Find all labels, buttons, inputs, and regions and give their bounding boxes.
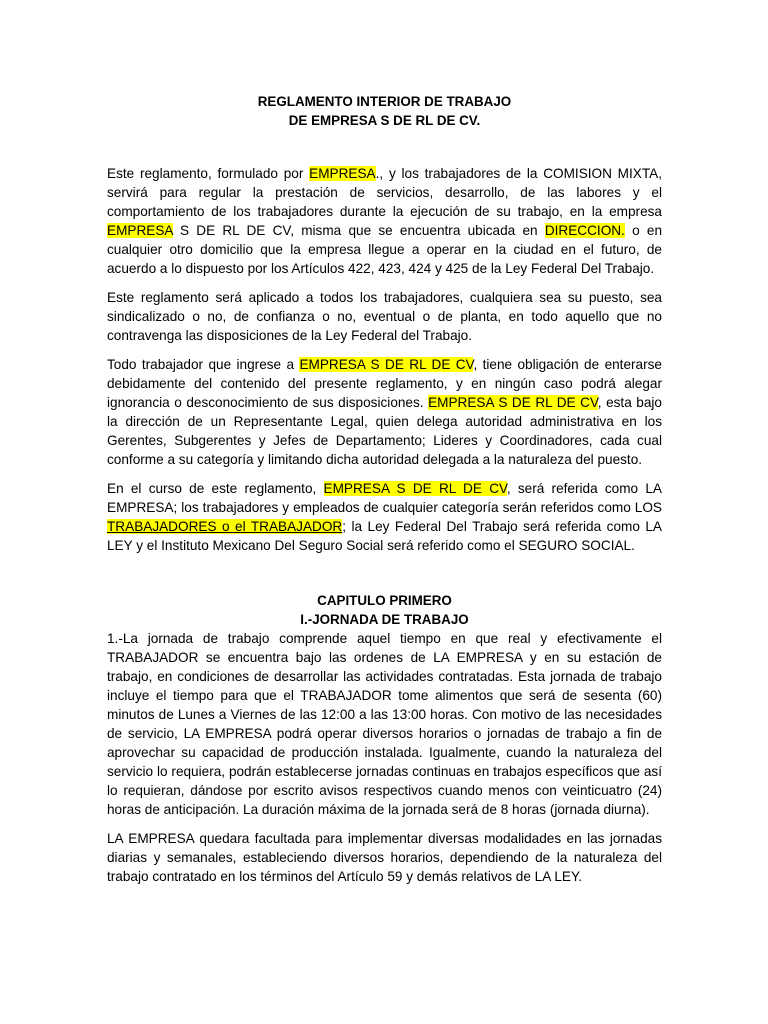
highlight-direccion: DIRECCION. [544, 223, 625, 238]
document-title-line1: REGLAMENTO INTERIOR DE TRABAJO [257, 94, 512, 109]
section-title: I.-JORNADA DE TRABAJO [300, 612, 469, 627]
highlight-empresa-sdrl-2: EMPRESA S DE RL DE CV [428, 395, 598, 410]
paragraph-scope: Este reglamento será aplicado a todos los trabajadores, cualquiera sea su puesto, sea sindicalizado o no, de confianza o no, eventual o de planta, en todo aquello que no contravenga las disposiciones de la Ley Federal del Trabajo. [107, 290, 662, 343]
paragraph-definitions-text-2: , será referida como LA EMPRESA; los trabajadores y empleados de cualquier categoría serán referidos como LOS [107, 481, 662, 515]
paragraph-obligation-text-3: , esta bajo la dirección de un Representante Legal, quien delega autoridad administrativa en los Gerentes, Subgerentes y Jefes de Departamento; Lideres y Coordinadores, cada cual conforme a su categoría y limitando dicha autoridad delegada a la naturaleza del puesto. [107, 395, 662, 467]
paragraph-intro [107, 164, 662, 278]
highlight-trabajadores: TRABAJADORES o el TRABAJADOR [107, 519, 343, 534]
paragraph-obligation-text-1: Todo trabajador que ingrese a [107, 357, 300, 372]
highlight-empresa-sdrl-3: EMPRESA S DE RL DE CV [323, 481, 507, 496]
paragraph-intro-text-2: ., y los trabajadores de la COMISION MIXTA, servirá para regular la prestación de servicios, desarrollo, de las labores y el comportamiento de los trabajadores durante la ejecución de su trabajo, en la empresa [107, 166, 662, 219]
highlight-empresa-2: EMPRESA [107, 223, 173, 238]
paragraph-obligation-text-2: , tiene obligación de enterarse debidamente del contenido del presente reglamento, y en ningún caso podrá alegar ignorancia o desconocimiento de sus disposiciones. [107, 357, 662, 410]
paragraph-modalidades: LA EMPRESA quedara facultada para implementar diversas modalidades en las jornadas diarias y semanales, estableciendo diversos horarios, dependiendo de la naturaleza del trabajo contratado en los términos del Artículo 59 y demás relativos de LA LEY. [107, 831, 662, 884]
paragraph-intro-text-3: S DE RL DE CV, misma que se encuentra ubicada en [172, 223, 545, 238]
highlight-empresa-sdrl: EMPRESA S DE RL DE CV [299, 357, 474, 372]
document-title-line2: DE EMPRESA S DE RL DE CV. [288, 113, 481, 128]
paragraph-jornada: 1.-La jornada de trabajo comprende aquel tiempo en que real y efectivamente el TRABAJADOR se encuentra bajo las ordenes de LA EMPRESA y en su estación de trabajo, en condiciones de desarrollar las actividades contratadas. Esta jornada de trabajo incluye el tiempo para que el TRABAJADOR tome alimentos que será de sesenta (60) minutos de Lunes a Viernes de las 12:00 a las 13:00 horas. Con motivo de las necesidades de servicio, LA EMPRESA podrá operar diversos horarios o jornadas de trabajo a fin de aprovechar su capacidad de producción instalada. Igualmente, cuando la naturaleza del servicio lo requiera, podrán establecerse jornadas continuas en trabajos específicos que así lo requieran, dándose por escrito avisos respectivos cuando menos con veinticuatro (24) horas de anticipación. La duración máxima de la jornada será de 8 horas (jornada diurna). [107, 631, 662, 817]
paragraph-obligation [107, 355, 662, 469]
paragraph-definitions [107, 479, 662, 555]
highlight-empresa: EMPRESA [309, 166, 376, 181]
paragraph-intro-text-1: Este reglamento, formulado por [107, 166, 310, 181]
paragraph-intro-text-4: o en cualquier otro domicilio que la empresa llegue a operar en la ciudad en el futuro, de acuerdo a lo dispuesto por los Artículos 422, 423, 424 y 425 de la Ley Federal Del Trabajo. [107, 223, 663, 276]
paragraph-definitions-text-3: ; la Ley Federal Del Trabajo será referida como LA LEY y el Instituto Mexicano Del Seguro Social será referido como el SEGURO SOCIAL. [107, 519, 662, 553]
paragraph-definitions-text-1: En el curso de este reglamento, [107, 481, 324, 496]
chapter-title: CAPITULO PRIMERO [317, 593, 452, 608]
